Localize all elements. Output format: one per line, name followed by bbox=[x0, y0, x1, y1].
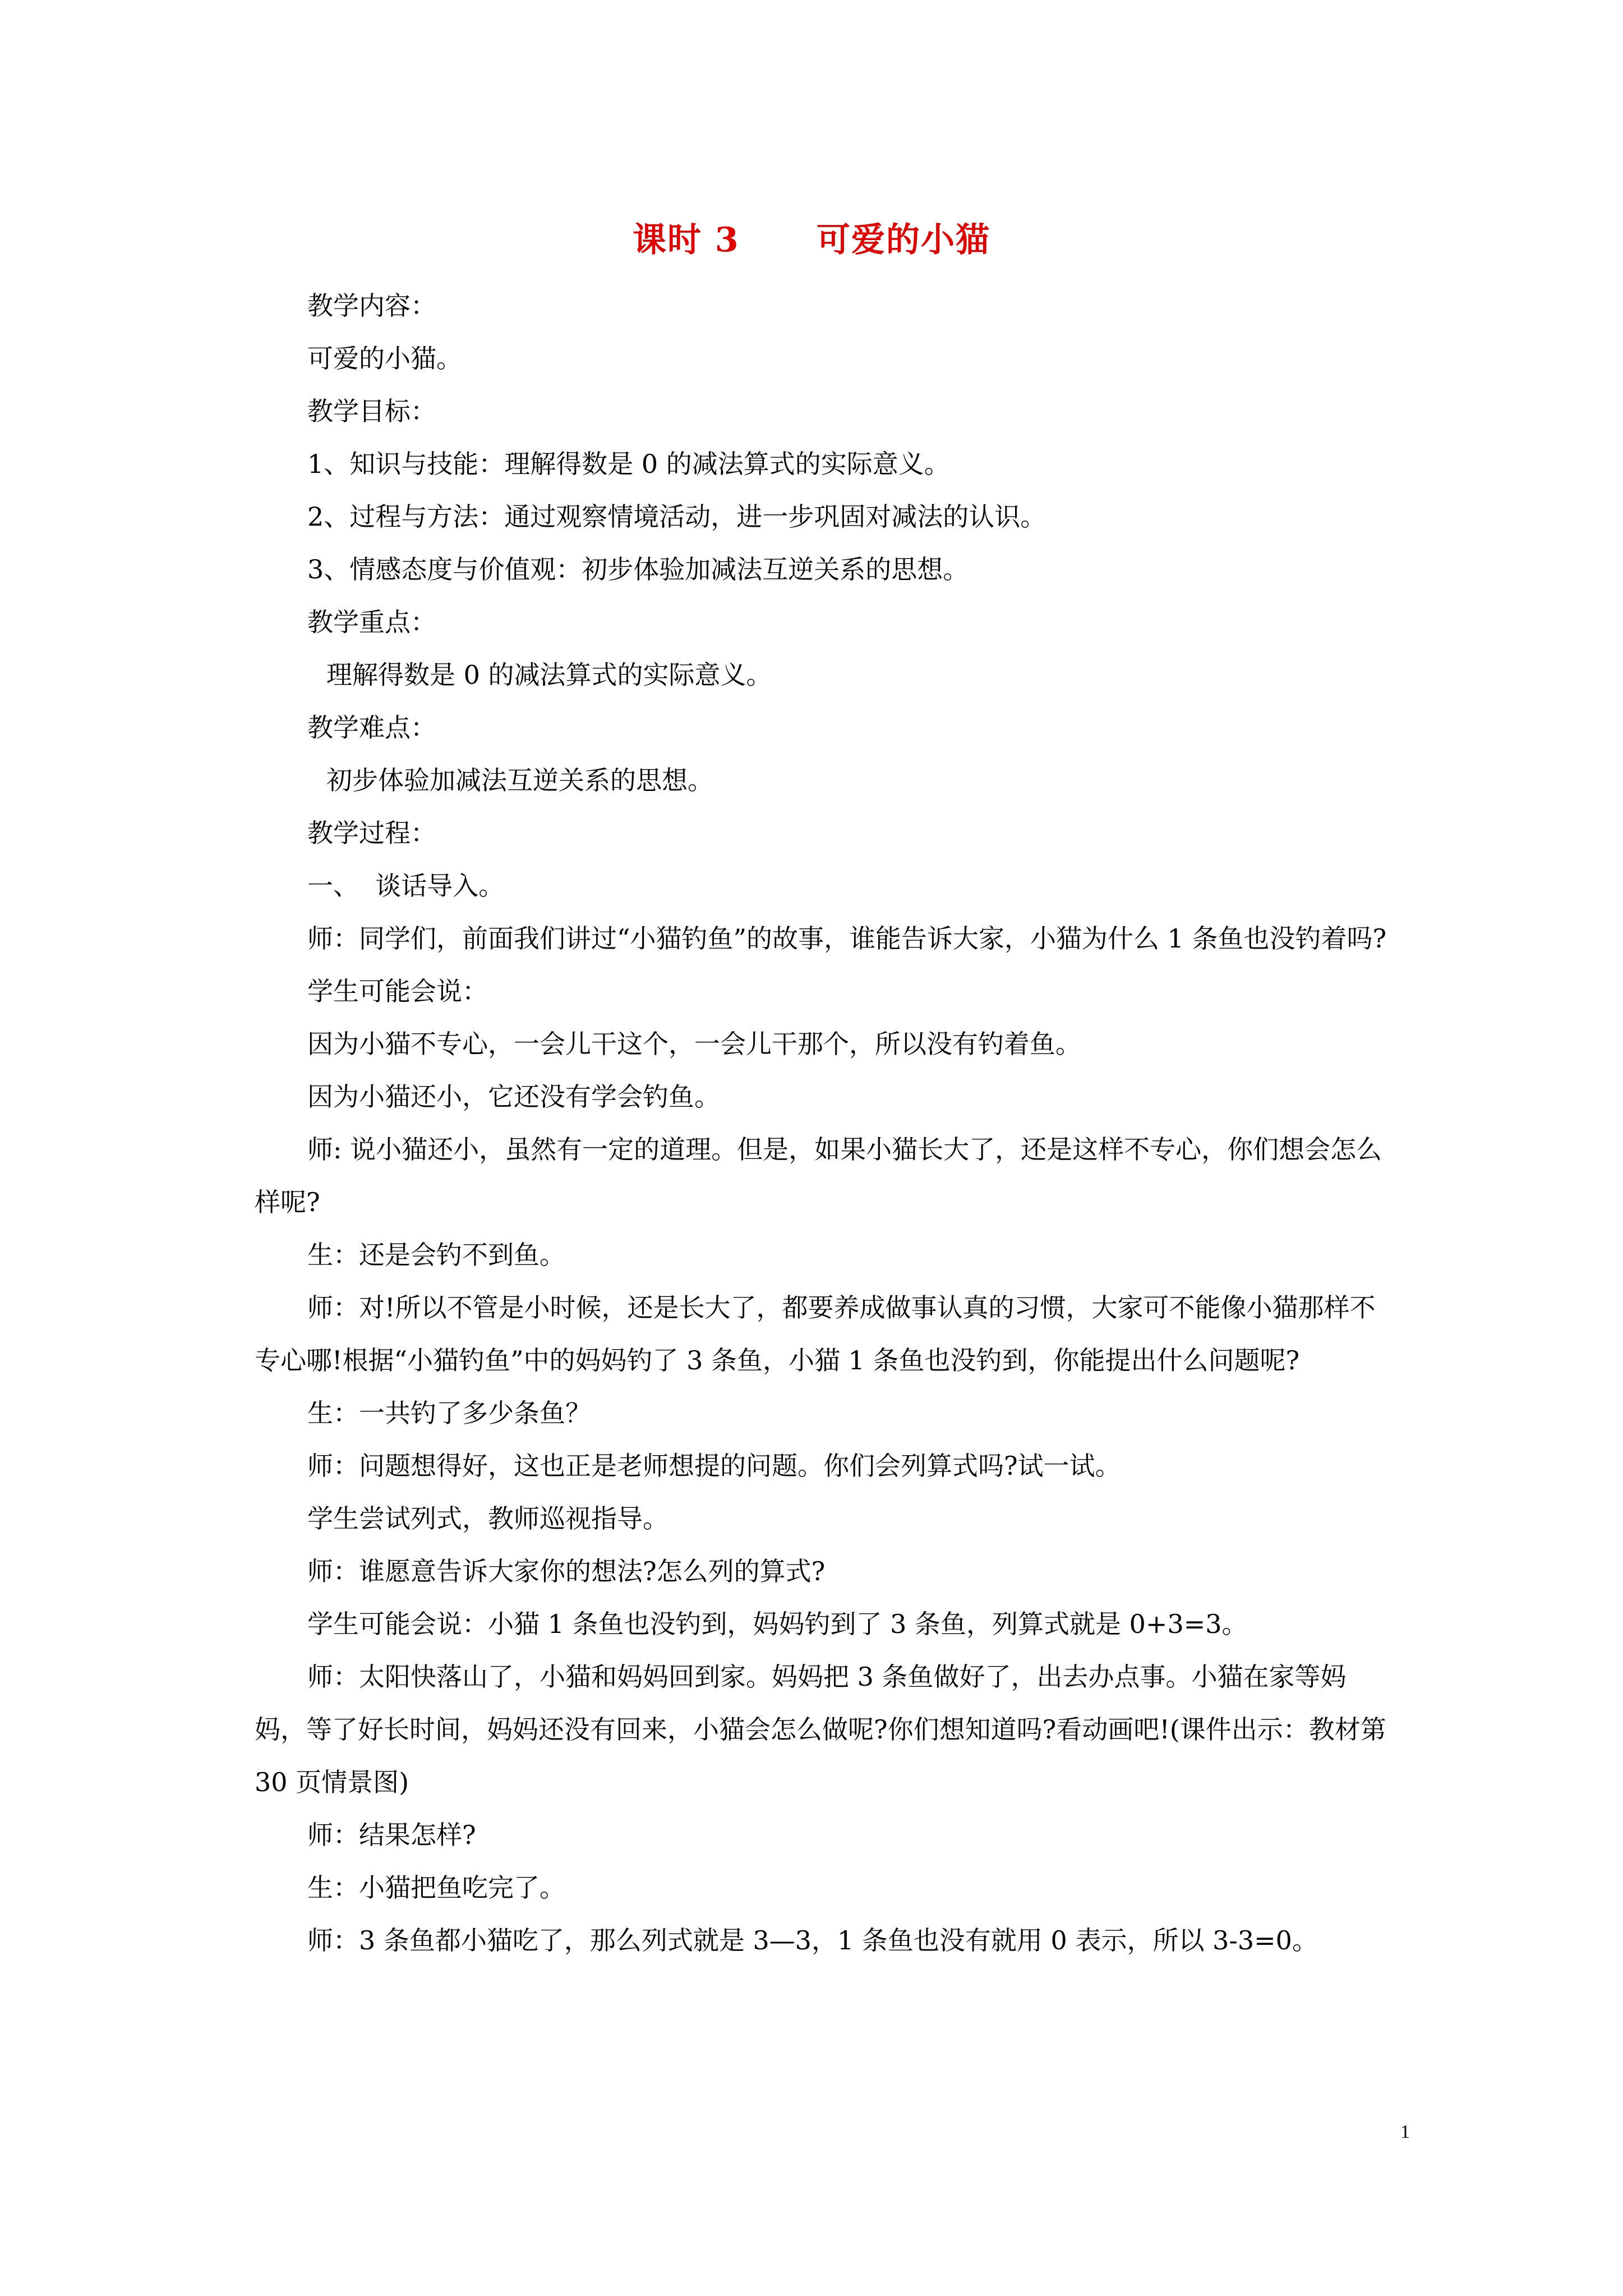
paragraph: 2、过程与方法：通过观察情境活动，进一步巩固对减法的认识。 bbox=[307, 501, 1046, 532]
paragraph: 1、知识与技能：理解得数是 0 的减法算式的实际意义。 bbox=[307, 449, 950, 479]
paragraph: 学生尝试列式，教师巡视指导。 bbox=[307, 1503, 668, 1534]
paragraph: 3、情感态度与价值观：初步体验加减法互逆关系的思想。 bbox=[307, 554, 969, 585]
paragraph: 师：结果怎样? bbox=[307, 1820, 476, 1850]
paragraph: 教学重点： bbox=[307, 607, 436, 637]
paragraph: 一、 谈话导入。 bbox=[307, 871, 505, 901]
paragraph: 因为小猫还小，它还没有学会钓鱼。 bbox=[307, 1082, 720, 1112]
paragraph: 学生可能会说： bbox=[307, 976, 488, 1006]
paragraph: 生：还是会钓不到鱼。 bbox=[307, 1240, 565, 1270]
paragraph: 理解得数是 0 的减法算式的实际意义。 bbox=[326, 660, 772, 690]
paragraph: 师：谁愿意告诉大家你的想法?怎么列的算式? bbox=[307, 1556, 826, 1586]
paragraph: 师：同学们，前面我们讲过“小猫钓鱼”的故事，谁能告诉大家，小猫为什么 1 条鱼也没钓着吗? bbox=[307, 923, 1387, 954]
paragraph: 师：3 条鱼都小猫吃了，那么列式就是 3—3，1 条鱼也没有就用 0 表示，所以 3-3=0。 bbox=[307, 1925, 1318, 1955]
paragraph: 初步体验加减法互逆关系的思想。 bbox=[326, 765, 713, 795]
paragraph: 教学难点： bbox=[307, 712, 436, 743]
paragraph: 教学目标： bbox=[307, 396, 436, 426]
paragraph: 可爱的小猫。 bbox=[307, 343, 462, 374]
paragraph: 师：对!所以不管是小时候，还是长大了，都要养成做事认真的习惯，大家可不能像小猫那样不专心哪!根据“小猫钓鱼”中的妈妈钓了 3 条鱼，小猫 1 条鱼也没钓到，你能提出什么问题呢? bbox=[255, 1292, 1376, 1375]
paragraph: 教学内容： bbox=[307, 291, 436, 321]
paragraph: 生：一共钓了多少条鱼？ bbox=[307, 1398, 591, 1428]
document-body bbox=[255, 279, 1395, 1967]
paragraph: 师: 说小猫还小，虽然有一定的道理。但是，如果小猫长大了，还是这样不专心，你们想会怎么样呢? bbox=[255, 1134, 1382, 1217]
page-number: 1 bbox=[1400, 2122, 1410, 2142]
paragraph: 师：问题想得好，这也正是老师想提的问题。你们会列算式吗?试一试。 bbox=[307, 1451, 1121, 1481]
document-title: 课时 3 可爱的小猫 bbox=[633, 220, 990, 260]
paragraph: 学生可能会说：小猫 1 条鱼也没钓到，妈妈钓到了 3 条鱼，列算式就是 0+3=3。 bbox=[307, 1609, 1248, 1639]
paragraph: 生：小猫把鱼吃完了。 bbox=[307, 1872, 565, 1903]
paragraph: 因为小猫不专心，一会儿干这个，一会儿干那个，所以没有钓着鱼。 bbox=[307, 1029, 1081, 1059]
paragraph: 师：太阳快落山了，小猫和妈妈回到家。妈妈把 3 条鱼做好了，出去办点事。小猫在家等妈妈，等了好长时间，妈妈还没有回来，小猫会怎么做呢?你们想知道吗?看动画吧!(课件出示：教材第 30 页情景图) bbox=[255, 1662, 1395, 1797]
paragraph: 教学过程： bbox=[307, 818, 436, 848]
